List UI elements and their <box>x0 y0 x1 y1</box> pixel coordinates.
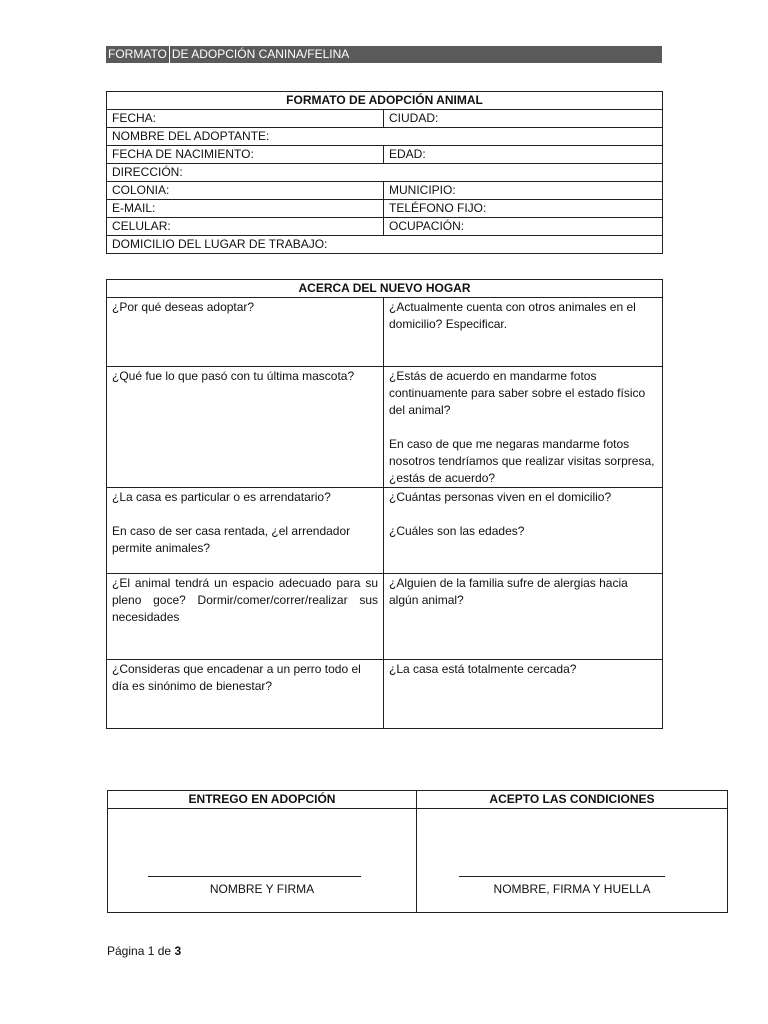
question-cell[interactable] <box>384 298 663 367</box>
question-text: ¿Consideras que encadenar a un perro todo el día es sinónimo de bienestar? <box>112 662 361 693</box>
signature-line <box>148 876 361 877</box>
header-title-part2: DE ADOPCIÓN CANINA/FELINA <box>171 47 350 61</box>
question-cell[interactable] <box>384 488 663 574</box>
page-prefix: Página <box>107 944 145 958</box>
field-colonia[interactable]: COLONIA: <box>107 182 384 200</box>
field-email[interactable]: E-MAIL: <box>107 200 384 218</box>
header-title-part1: FORMATO <box>108 46 170 63</box>
field-municipio[interactable]: MUNICIPIO: <box>384 182 663 200</box>
field-ciudad[interactable]: CIUDAD: <box>384 110 663 128</box>
home-questions-table <box>106 279 663 729</box>
home-section-title: ACERCA DEL NUEVO HOGAR <box>107 280 663 298</box>
signature-right-title: ACEPTO LAS CONDICIONES <box>417 791 728 809</box>
field-nombre-adoptante[interactable]: NOMBRE DEL ADOPTANTE: <box>107 128 663 146</box>
question-cell[interactable] <box>107 660 384 729</box>
signature-right-label: NOMBRE, FIRMA Y HUELLA <box>493 882 651 896</box>
field-direccion[interactable]: DIRECCIÓN: <box>107 164 663 182</box>
question-text: En caso de que me negaras mandarme fotos nosotros tendríamos que realizar visitas sorpresa, ¿estás de acuerdo? <box>389 437 655 485</box>
field-domicilio-trabajo[interactable]: DOMICILIO DEL LUGAR DE TRABAJO: <box>107 236 663 254</box>
field-edad[interactable]: EDAD: <box>384 146 663 164</box>
page-total: 3 <box>174 944 182 958</box>
field-fecha-nacimiento[interactable]: FECHA DE NACIMIENTO: <box>107 146 384 164</box>
signature-table <box>107 790 728 913</box>
question-text: ¿Alguien de la familia sufre de alergias hacia algún animal? <box>389 576 628 607</box>
page-number <box>107 944 181 958</box>
adopter-form-table <box>106 91 663 254</box>
question-text: ¿Estás de acuerdo en mandarme fotos continuamente para saber sobre el estado físico del animal? <box>389 369 646 417</box>
question-cell[interactable] <box>107 298 384 367</box>
question-cell[interactable] <box>107 488 384 574</box>
field-telefono-fijo[interactable]: TELÉFONO FIJO: <box>384 200 663 218</box>
question-text: ¿Qué fue lo que pasó con tu última mascota? <box>112 369 355 383</box>
signature-left-title: ENTREGO EN ADOPCIÓN <box>108 791 417 809</box>
question-cell[interactable] <box>384 660 663 729</box>
question-cell[interactable] <box>107 574 384 660</box>
signature-left-label: NOMBRE Y FIRMA <box>209 882 315 896</box>
page-current: 1 <box>147 944 155 958</box>
question-text: En caso de ser casa rentada, ¿el arrendador permite animales? <box>112 524 351 555</box>
signature-line <box>459 876 665 877</box>
question-text: ¿Actualmente cuenta con otros animales en el domicilio? Especificar. <box>389 300 636 331</box>
field-fecha[interactable]: FECHA: <box>107 110 384 128</box>
signature-box-right[interactable] <box>417 809 728 913</box>
question-cell[interactable] <box>384 367 663 488</box>
question-text: ¿Cuáles son las edades? <box>389 524 525 538</box>
question-text: ¿La casa está totalmente cercada? <box>389 662 577 676</box>
adopter-form-title: FORMATO DE ADOPCIÓN ANIMAL <box>107 92 663 110</box>
question-cell[interactable] <box>107 367 384 488</box>
question-cell[interactable] <box>384 574 663 660</box>
field-ocupacion[interactable]: OCUPACIÓN: <box>384 218 663 236</box>
signature-box-left[interactable] <box>108 809 417 913</box>
document-header <box>106 46 662 63</box>
field-celular[interactable]: CELULAR: <box>107 218 384 236</box>
question-text: ¿Por qué deseas adoptar? <box>112 300 255 314</box>
question-text: ¿Cuántas personas viven en el domicilio? <box>389 490 612 504</box>
question-text: ¿El animal tendrá un espacio adecuado para su pleno goce? Dormir/comer/correr/realizar sus necesidades <box>112 576 378 624</box>
page-of: de <box>157 944 172 958</box>
question-text: ¿La casa es particular o es arrendatario? <box>112 490 331 504</box>
